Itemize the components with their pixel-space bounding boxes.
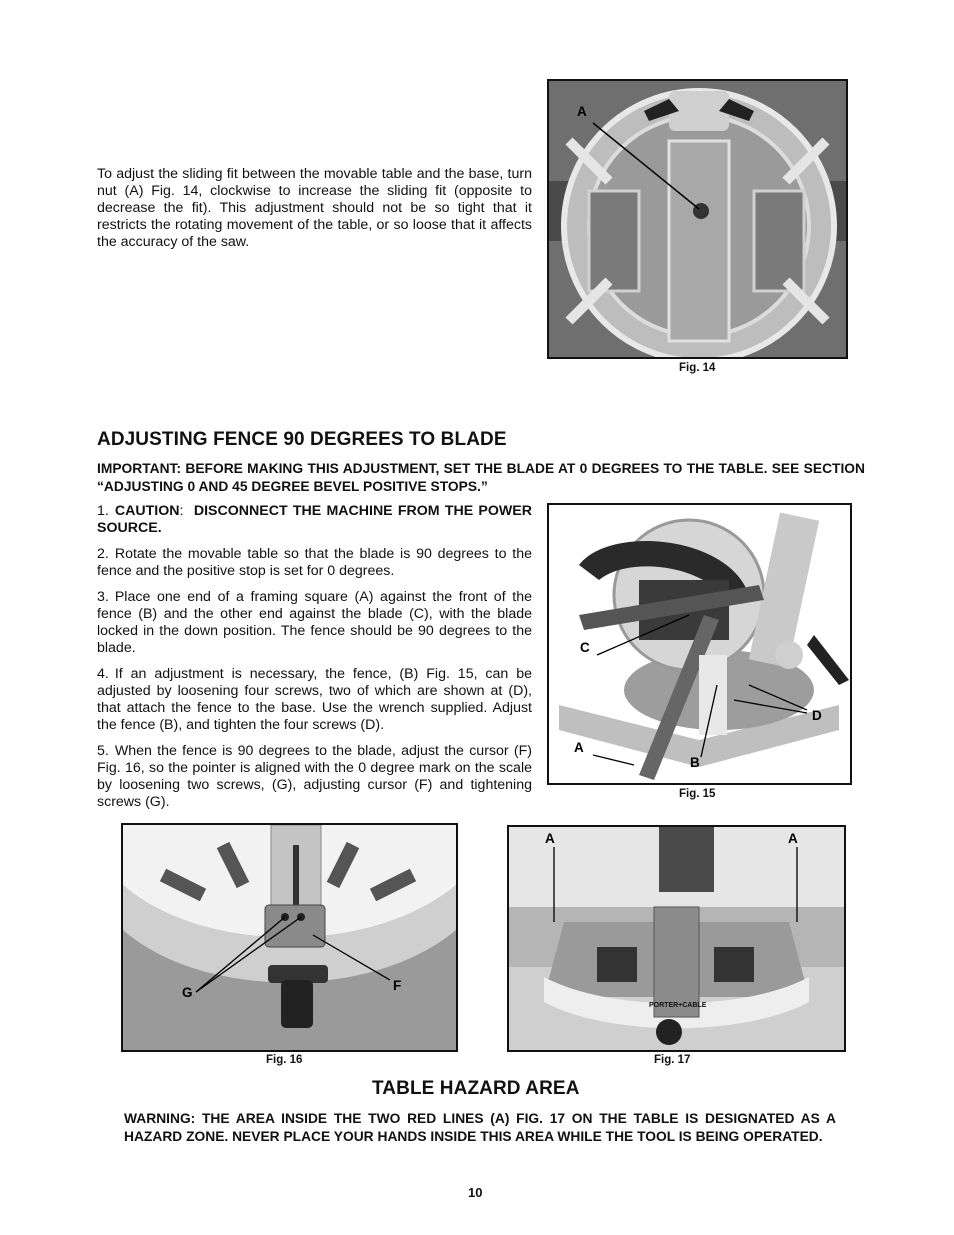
fig17-caption: Fig. 17 [654, 1054, 691, 1066]
hazard-heading: TABLE HAZARD AREA [372, 1078, 580, 1099]
page-number: 10 [468, 1185, 483, 1200]
fig14-caption: Fig. 14 [679, 362, 716, 374]
fig15-callout-c: C [580, 640, 590, 655]
fig17-callout-a-left: A [545, 831, 555, 846]
fence-heading: ADJUSTING FENCE 90 DEGREES TO BLADE [97, 429, 507, 450]
fig17-brand-label: PORTER+CABLE [649, 1002, 707, 1009]
fence-steps [97, 503, 532, 820]
step-4: 4. If an adjustment is necessary, the fence, (B) Fig. 15, can be adjusted by loosening four screws, two of which are shown at (D), that attach the fence to the base. Use the wrench supplied. Adjust the fence (B), and tighten the four screws (D). [97, 666, 532, 733]
fig14-callout-a: A [577, 104, 587, 119]
step-2: 2. Rotate the movable table so that the blade is 90 degrees to the fence and the positive stop is set for 0 degrees. [97, 546, 532, 579]
intro-paragraph: To adjust the sliding fit between the movable table and the base, turn nut (A) Fig. 14, clockwise to increase the sliding fit (opposite to decrease the fit). This adjustment should not be so tight that it restricts the rotating movement of the table, or so loose that it affects the accuracy of the saw. [97, 166, 532, 250]
fig16-callout-f: F [393, 978, 402, 993]
fig15-callout-d: D [812, 708, 822, 723]
fig15-caption: Fig. 15 [679, 788, 716, 800]
fig17-callout-a-right: A [788, 831, 798, 846]
fig15-photo [547, 503, 852, 785]
fig14-photo [547, 79, 848, 359]
miter-table-underside-image [549, 81, 846, 357]
step-3: 3. Place one end of a framing square (A) against the front of the fence (B) and the other end against the blade (C), with the blade locked in the down position. The fence should be 90 degrees to the blade. [97, 589, 532, 656]
caution-label: CAUTION [114, 503, 180, 519]
fence-important-note: IMPORTANT: BEFORE MAKING THIS ADJUSTMENT, SET THE BLADE AT 0 DEGREES TO THE TABLE. SEE SECTION “ADJUSTING 0 AND 45 DEGREE BEVEL POSITIVE STOPS.” [97, 461, 865, 494]
step-1: 1. CAUTION: DISCONNECT THE MACHINE FROM THE POWER SOURCE. [97, 503, 533, 536]
fig15-callout-b: B [690, 755, 700, 770]
step-5: 5. When the fence is 90 degrees to the blade, adjust the cursor (F) Fig. 16, so the pointer is aligned with the 0 degree mark on the scale by loosening two screws, (G), adjusting cursor (F) and tightening screws (G). [97, 743, 532, 810]
fig16-photo [121, 823, 458, 1052]
step-1-text: DISCONNECT THE MACHINE FROM THE POWER SOURCE. [97, 503, 533, 536]
fig15-callout-a: A [574, 740, 584, 755]
fig16-caption: Fig. 16 [266, 1054, 303, 1066]
miter-saw-framing-square-image [549, 505, 850, 783]
fig17-photo [507, 825, 846, 1052]
miter-scale-cursor-image [123, 825, 456, 1050]
miter-table-hazard-zone-image [509, 827, 844, 1050]
hazard-warning: WARNING: THE AREA INSIDE THE TWO RED LINES (A) FIG. 17 ON THE TABLE IS DESIGNATED AS A HAZARD ZONE. NEVER PLACE YOUR HANDS INSIDE THIS AREA WHILE THE TOOL IS BEING OPERATED. [124, 1111, 836, 1144]
fig16-callout-g: G [182, 985, 193, 1000]
